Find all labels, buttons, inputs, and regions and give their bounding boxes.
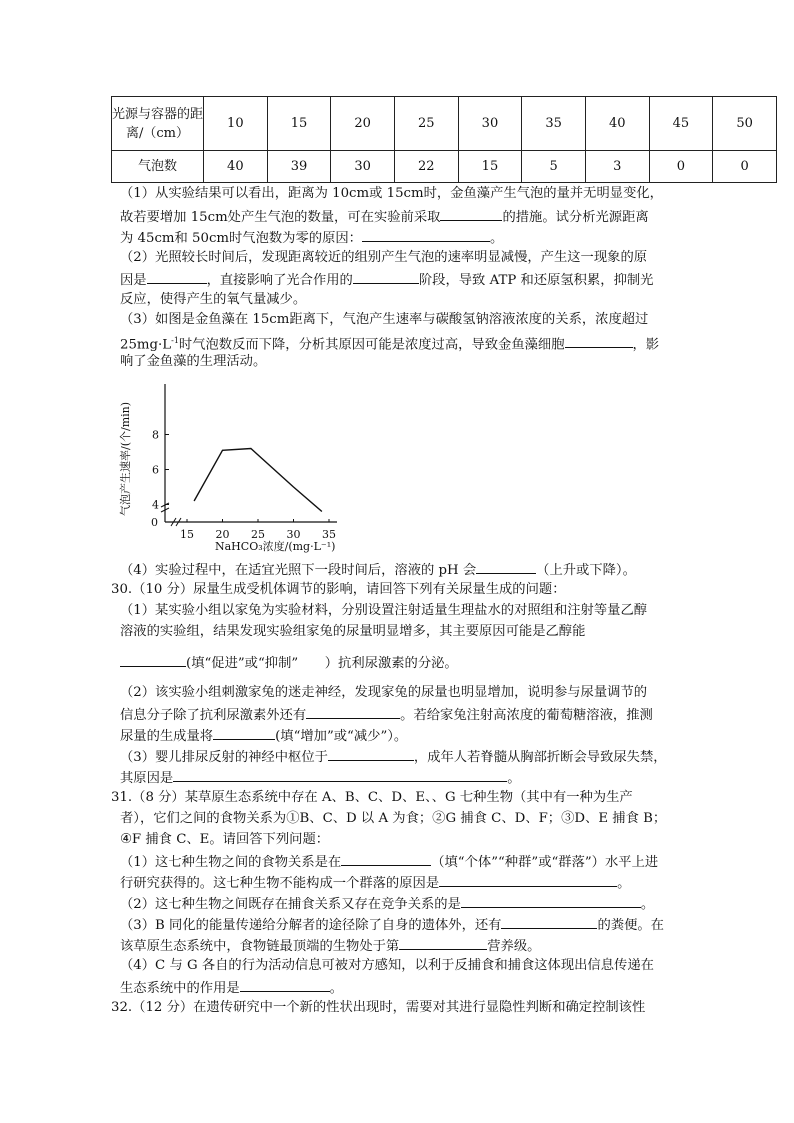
- text-segment: （4）实验过程中，在适宜光照下一段时间后，溶液的 pH 会: [120, 563, 477, 578]
- text-segment: （3）婴儿排尿反射的神经中枢位于: [120, 750, 328, 765]
- answer-blank[interactable]: [147, 269, 207, 284]
- text-segment: （1）这七种生物之间的食物关系是在: [120, 855, 342, 870]
- text-segment: 。: [507, 771, 521, 786]
- table-cell: 45: [649, 97, 713, 151]
- q31-line2: 者），它们之间的食物关系为①B、C、D 以 A 为食；②G 捕食 C、D、F；③D、E 捕食 B；: [120, 811, 667, 826]
- table-cell: 5: [522, 151, 586, 183]
- x-tick-label: 15: [180, 528, 194, 541]
- text-segment: ，影: [632, 337, 660, 353]
- q29-part2-line3: 反应，使得产生的氧气量减少。: [120, 292, 307, 307]
- q31-part4-line1: （4）C 与 G 各自的行为活动信息可被对方感知，以利于反捕食和捕食这体现出信息传递在: [120, 958, 654, 973]
- table-cell: 15: [458, 151, 522, 183]
- answer-blank[interactable]: [353, 269, 419, 284]
- text-segment: 。若给家兔注射高浓度的葡萄糖溶液，推测: [400, 708, 653, 723]
- text-segment: ，直接影响了光合作用的: [206, 273, 353, 288]
- answer-blank[interactable]: [399, 935, 487, 950]
- text-segment: 阶段，导致 ATP 和还原氢积累，抑制光: [418, 273, 654, 288]
- table-cell: 40: [585, 97, 649, 151]
- text-segment: （3）B 同化的能量传递给分解者的途径除了自身的遗体外，还有: [120, 918, 502, 933]
- answer-blank[interactable]: [306, 704, 400, 719]
- text-segment: (填“促进”或“抑制” ）抗利尿激素的分泌。: [186, 656, 458, 671]
- y-axis-label: 气泡产生速率/(个/min): [119, 401, 132, 516]
- y-tick-label: 6: [152, 463, 159, 477]
- answer-blank[interactable]: [565, 333, 633, 348]
- text-segment: ，成年人若脊髓从胸部折断会导致尿失禁，: [413, 750, 667, 765]
- bubble-rate-chart: [111, 378, 351, 558]
- y-tick-label: 8: [152, 428, 159, 442]
- answer-blank[interactable]: [173, 767, 507, 782]
- q29-part3-line3: 响了金鱼藻的生理活动。: [120, 354, 267, 369]
- table-row: [112, 151, 777, 183]
- answer-blank[interactable]: [501, 914, 597, 929]
- q29-part1-line2: [120, 206, 649, 228]
- table-cell: 30: [458, 97, 522, 151]
- q29-part4-line: [120, 559, 636, 581]
- table-cell: 39: [267, 151, 331, 183]
- q29-part2-line1: （2）光照较长时间后，发现距离较近的组别产生气泡的速率明显减慢，产生这一现象的原: [120, 250, 648, 265]
- answer-blank[interactable]: [341, 851, 431, 866]
- answer-blank[interactable]: [461, 893, 641, 908]
- table-cell: 22: [394, 151, 458, 183]
- q31-part1-line1: [120, 851, 658, 873]
- answer-blank[interactable]: [240, 977, 330, 992]
- q29-part1-line3: [120, 227, 503, 249]
- table-cell: 3: [585, 151, 649, 183]
- table-cell: 20: [331, 97, 395, 151]
- text-segment: 因是: [120, 273, 147, 288]
- series-line: [194, 449, 322, 512]
- q30-part1-line2: 溶液的实验组，结果发现实验组家兔的尿量明显增多，其主要原因可能是乙醇能: [120, 624, 586, 639]
- table-cell: 30: [331, 151, 395, 183]
- table-row-label: 气泡数: [112, 151, 204, 183]
- answer-blank[interactable]: [213, 725, 275, 740]
- origin-label: 0: [151, 516, 158, 529]
- q32-header: 32.（12 分）在遗传研究中一个新的性状出现时，需要对其进行显隐性判断和确定控制该性: [111, 1000, 646, 1015]
- q29-part3-line1: （3）如图是金鱼藻在 15cm距离下，气泡产生速率与碳酸氢钠溶液浓度的关系，浓度超过: [120, 312, 649, 327]
- q30-header: 30.（10 分）尿量生成受机体调节的影响，请回答下列有关尿量生成的问题：: [111, 582, 566, 597]
- answer-blank[interactable]: [476, 559, 536, 574]
- q30-part1-line1: （1）某实验小组以家兔为实验材料，分别设置注射适量生理盐水的对照组和注射等量乙醇: [120, 603, 648, 618]
- table-cell: 50: [713, 97, 777, 151]
- table-cell: 0: [649, 151, 713, 183]
- text-segment: 该草原生态系统中，食物链最顶端的生物处于第: [120, 939, 400, 954]
- text-segment: 25mg·L: [120, 337, 172, 353]
- text-segment: 营养级。: [487, 939, 541, 954]
- text-segment: 。: [617, 876, 631, 891]
- text-segment: （填“个体”“种群”或“群落”）水平上进: [431, 855, 659, 870]
- answer-blank[interactable]: [440, 206, 502, 221]
- text-segment: 其原因是: [120, 771, 174, 786]
- table-cell: 25: [394, 97, 458, 151]
- y-tick-label: 4: [152, 498, 159, 512]
- text-segment: 行研究获得的。这七种生物不能构成一个群落的原因是: [120, 876, 440, 891]
- answer-blank[interactable]: [362, 227, 490, 242]
- table-row: [112, 97, 777, 151]
- table-cell: 10: [204, 97, 268, 151]
- superscript: -1: [171, 336, 179, 345]
- text-segment: 。: [489, 231, 504, 246]
- answer-blank[interactable]: [328, 746, 414, 761]
- x-tick-label: 30: [286, 528, 301, 541]
- q31-part1-line2: [120, 872, 630, 894]
- q31-line3: ④F 捕食 C、E。请回答下列问题：: [120, 832, 330, 847]
- q31-part2-line: [120, 893, 654, 915]
- q31-part4-line2: [120, 977, 343, 999]
- table-cell: 40: [204, 151, 268, 183]
- text-segment: （2）这七种生物之间既存在捕食关系又存在竞争关系的是: [120, 897, 461, 912]
- q31-part3-line1: [120, 914, 664, 936]
- text-segment: (填“增加”或“减少”）。: [275, 729, 408, 744]
- q30-part2-line2: [120, 704, 653, 726]
- x-axis-label: NaHCO₃浓度/(mg·L⁻¹): [215, 540, 336, 553]
- table-cell: 15: [267, 97, 331, 151]
- distance-bubble-table: [111, 96, 777, 183]
- text-segment: 为 45cm和 50cm时气泡数为零的原因：: [120, 231, 362, 246]
- text-segment: 的措施。试分析光源距离: [502, 210, 649, 225]
- table-cell: 35: [522, 97, 586, 151]
- q30-part2-line1: （2）该实验小组刺激家兔的迷走神经，发现家兔的尿量也明显增加，说明参与尿量调节的: [120, 685, 648, 700]
- text-segment: 。: [329, 981, 343, 996]
- table-row-label: 光源与容器的距离/（cm）: [112, 97, 204, 151]
- q29-part1-line1: （1）从实验结果可以看出，距离为 10cm或 15cm时，金鱼藻产生气泡的量并无明显变化，: [120, 186, 663, 201]
- q31-part3-line2: [120, 935, 540, 957]
- text-segment: 时气泡数反而下降，分析其原因可能是浓度过高，导致金鱼藻细胞: [178, 337, 565, 353]
- q30-part3-line1: [120, 746, 667, 768]
- q29-part2-line2: [120, 269, 653, 291]
- q30-part2-line3: [120, 725, 407, 747]
- answer-blank[interactable]: [120, 652, 186, 667]
- text-segment: 信息分子除了抗利尿激素外还有: [120, 708, 307, 723]
- text-segment: 故若要增加 15cm处产生气泡的数量，可在实验前采取: [120, 210, 441, 225]
- x-tick-label: 20: [215, 528, 230, 541]
- answer-blank[interactable]: [439, 872, 617, 887]
- text-segment: 的粪便。在: [597, 918, 664, 933]
- text-segment: 。: [640, 897, 655, 912]
- q30-part3-line2: [120, 767, 520, 789]
- text-segment: （上升或下降）。: [536, 563, 636, 578]
- table-cell: 0: [713, 151, 777, 183]
- q31-header: 31.（8 分）某草原生态系统中存在 A、B、C、D、E、、G 七种生物（其中有一种为生产: [111, 790, 633, 805]
- x-tick-label: 35: [322, 528, 336, 541]
- text-segment: 生态系统中的作用是: [120, 981, 240, 996]
- text-segment: 尿量的生成量将: [120, 729, 214, 744]
- q30-part1-line3: [120, 652, 458, 674]
- x-tick-label: 25: [251, 528, 265, 541]
